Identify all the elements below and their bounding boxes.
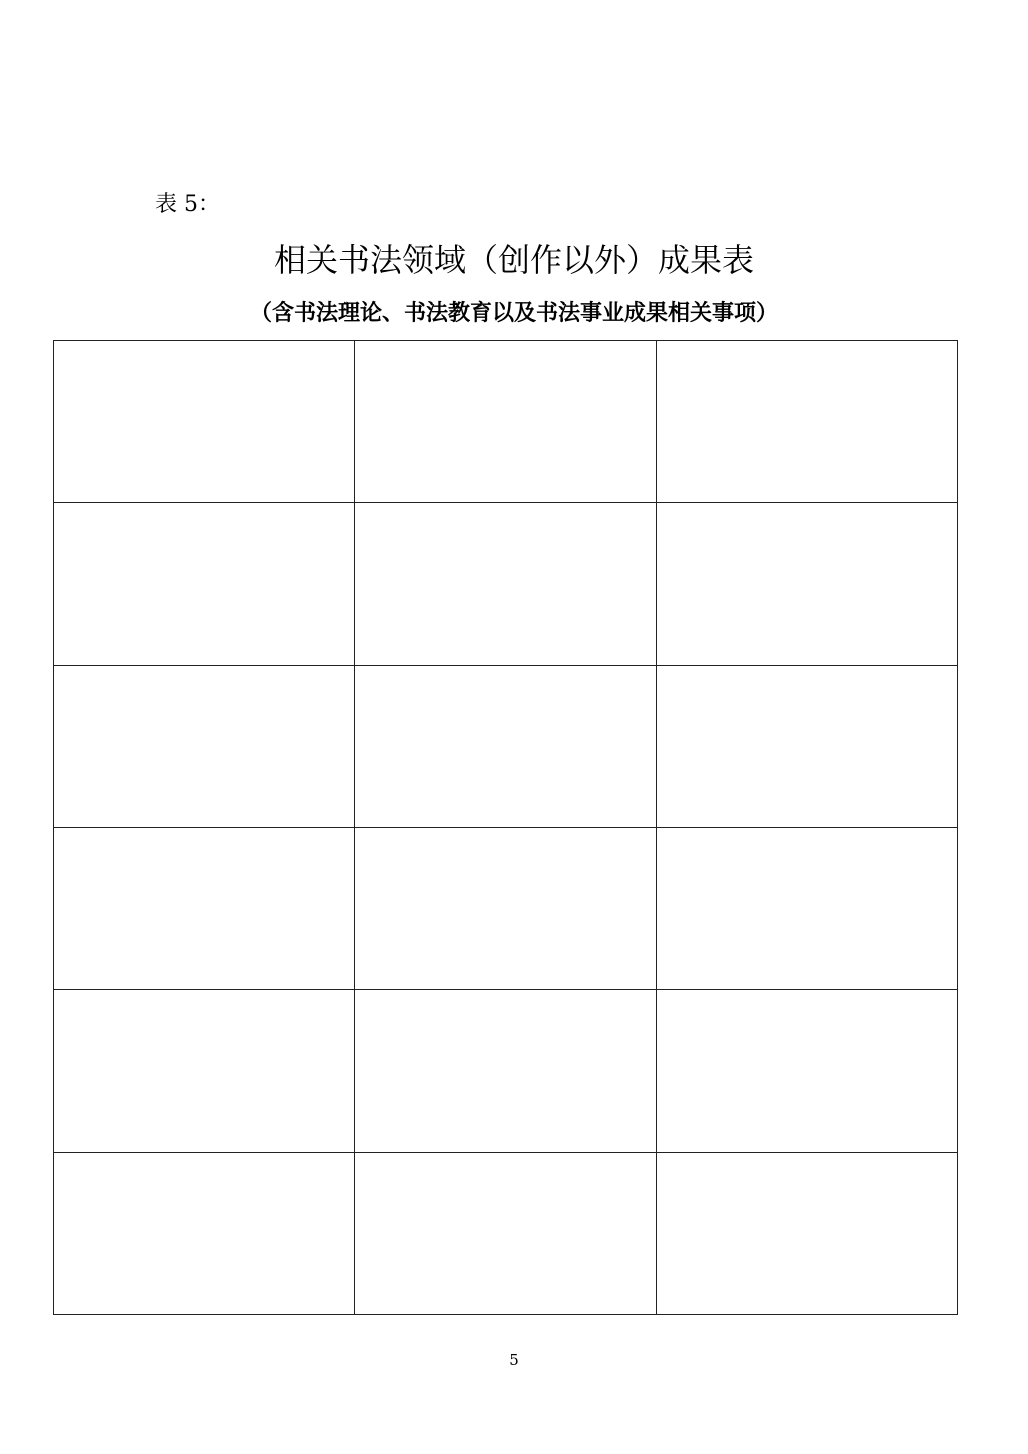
table-row <box>54 1152 958 1314</box>
table-cell[interactable] <box>54 1152 355 1314</box>
table-row <box>54 341 958 503</box>
table-row <box>54 827 958 989</box>
table-cell[interactable] <box>54 990 355 1152</box>
table-row <box>54 503 958 665</box>
page-title: 相关书法领域（创作以外）成果表 <box>273 241 754 279</box>
table-cell[interactable] <box>656 665 957 827</box>
table-cell[interactable] <box>656 827 957 989</box>
table-row <box>54 990 958 1152</box>
table-cell[interactable] <box>54 827 355 989</box>
table-row <box>54 665 958 827</box>
table-cell[interactable] <box>54 665 355 827</box>
page-number: 5 <box>509 1351 519 1369</box>
table-cell[interactable] <box>656 341 957 503</box>
table-cell[interactable] <box>355 827 656 989</box>
table-cell[interactable] <box>355 341 656 503</box>
table-cell[interactable] <box>656 1152 957 1314</box>
table-cell[interactable] <box>656 503 957 665</box>
page-subtitle: （含书法理论、书法教育以及书法事业成果相关事项） <box>249 300 778 326</box>
table-cell[interactable] <box>355 1152 656 1314</box>
table-cell[interactable] <box>656 990 957 1152</box>
table-label: 表 5： <box>155 192 220 217</box>
table-cell[interactable] <box>54 341 355 503</box>
achievements-table <box>53 340 958 1315</box>
table-cell[interactable] <box>355 665 656 827</box>
table-cell[interactable] <box>355 503 656 665</box>
table-cell[interactable] <box>355 990 656 1152</box>
table-cell[interactable] <box>54 503 355 665</box>
